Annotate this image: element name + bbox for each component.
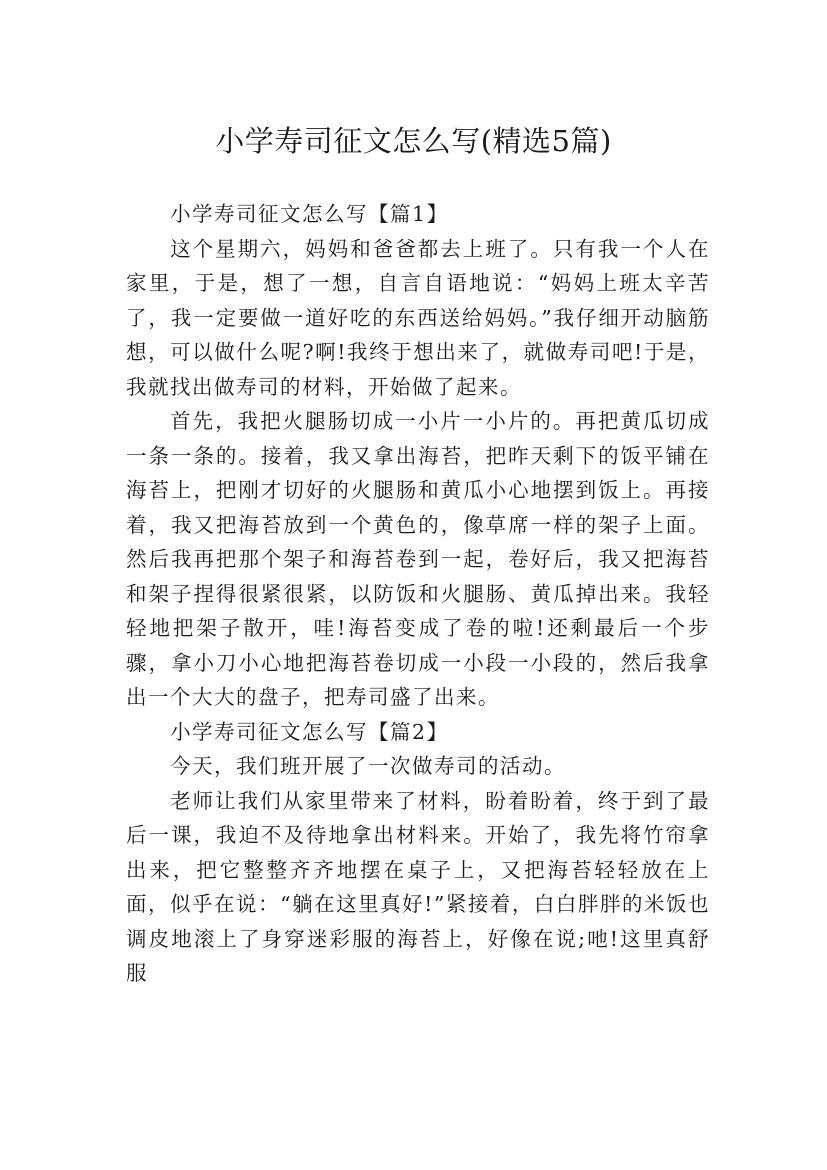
document-body xyxy=(126,197,710,991)
section-heading-1: 小学寿司征文怎么写【篇1】 xyxy=(170,202,449,226)
paragraph: 今天，我们班开展了一次做寿司的活动。 xyxy=(170,754,567,778)
paragraph: 这个星期六，妈妈和爸爸都去上班了。只有我一个人在家里，于是，想了一想，自言自语地说：“妈妈上班太辛苦了，我一定要做一道好吃的东西送给妈妈。”我仔细开动脑筋想，可以做什么呢?啊!我终于想出来了，就做寿司吧!于是，我就找出做寿司的材料，开始做了起来。 xyxy=(126,236,710,399)
paragraph: 首先，我把火腿肠切成一小片一小片的。再把黄瓜切成一条一条的。接着，我又拿出海苔，把昨天剩下的饭平铺在海苔上，把刚才切好的火腿肠和黄瓜小心地摆到饭上。再接着，我又把海苔放到一个黄色的，像草席一样的架子上面。然后我再把那个架子和海苔卷到一起，卷好后，我又把海苔和架子捏得很紧很紧，以防饭和火腿肠、黄瓜掉出来。我轻轻地把架子散开，哇!海苔变成了卷的啦!还剩最后一个步骤，拿小刀小心地把海苔卷切成一小段一小段的，然后我拿出一个大大的盘子，把寿司盛了出来。 xyxy=(126,409,710,709)
document-title: 小学寿司征文怎么写(精选5篇) xyxy=(215,124,612,159)
paragraph: 老师让我们从家里带来了材料，盼着盼着，终于到了最后一课，我迫不及待地拿出材料来。开始了，我先将竹帘拿出来，把它整整齐齐地摆在桌子上，又把海苔轻轻放在上面，似乎在说：“躺在这里真好!”紧接着，白白胖胖的米饭也调皮地滚上了身穿迷彩服的海苔上，好像在说;吔!这里真舒服 xyxy=(126,788,710,985)
section-heading-2: 小学寿司征文怎么写【篇2】 xyxy=(170,719,449,744)
